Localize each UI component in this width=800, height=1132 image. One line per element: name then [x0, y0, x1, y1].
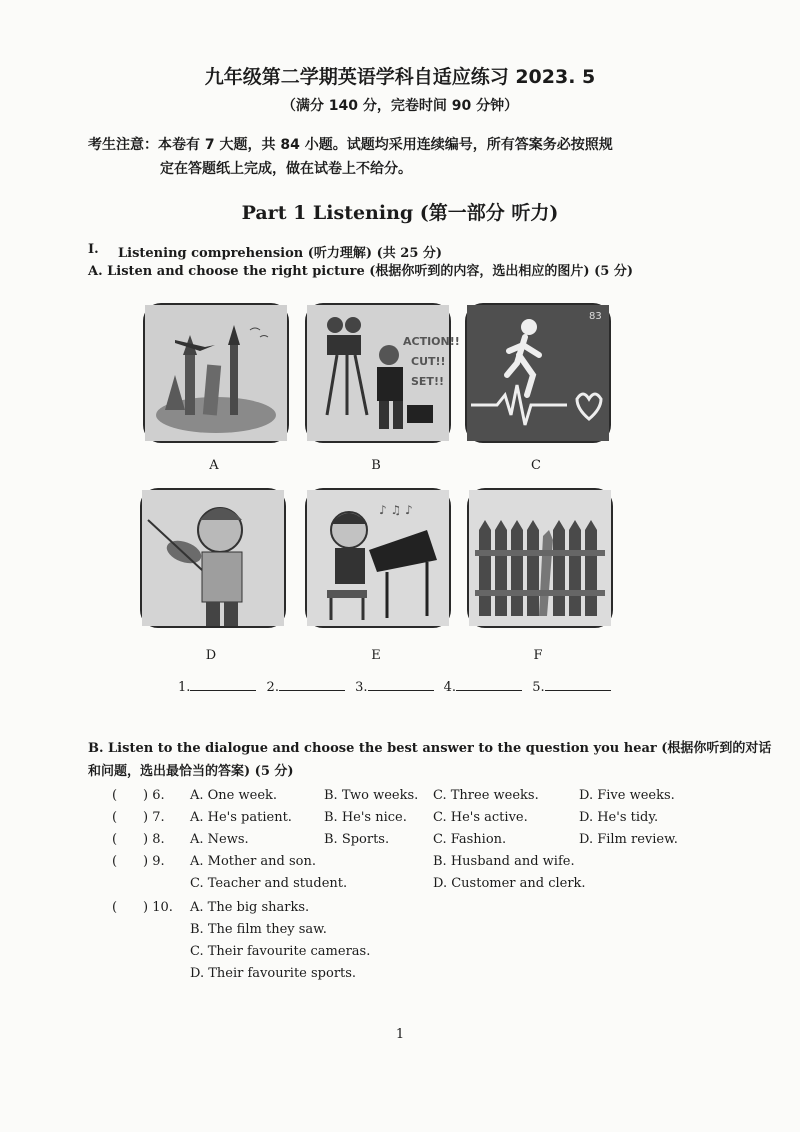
question-10-option-a[interactable]: A. The big sharks.: [190, 900, 310, 915]
answer-blanks: [178, 678, 617, 695]
question-9-number: ) 9.: [143, 854, 165, 869]
question-6-number: ) 6.: [143, 788, 165, 803]
question-7-option-b[interactable]: B. He's nice.: [324, 810, 407, 825]
picture-a-label: A: [209, 458, 219, 473]
question-7-option-a[interactable]: A. He's patient.: [190, 810, 292, 825]
question-7-paren: (: [112, 810, 118, 825]
question-10-option-d[interactable]: D. Their favourite sports.: [190, 966, 357, 981]
picture-e: [305, 488, 451, 628]
picture-d-label: D: [205, 648, 217, 663]
question-9-option-a[interactable]: A. Mother and son.: [190, 854, 317, 869]
answer-blank-3[interactable]: [368, 678, 434, 691]
question-6-option-c[interactable]: C. Three weeks.: [433, 788, 539, 803]
picture-a: [143, 303, 289, 443]
question-8-option-c[interactable]: C. Fashion.: [433, 832, 507, 847]
picture-b: [305, 303, 460, 443]
picture-b-label: B: [371, 458, 381, 473]
question-9-option-b[interactable]: B. Husband and wife.: [433, 854, 575, 869]
question-7-option-c[interactable]: C. He's active.: [433, 810, 528, 825]
travel-landmarks-icon: [145, 305, 287, 441]
notice-line-1: 考生注意：本卷有 7 大题，共 84 小题。试题均采用连续编号，所有答案务必按照规: [88, 137, 613, 153]
question-9-option-c[interactable]: C. Teacher and student.: [190, 876, 348, 891]
svg-text:CUT!!: CUT!!: [411, 355, 446, 368]
running-heartbeat-icon: [467, 305, 609, 441]
film-director-icon: [307, 305, 460, 441]
question-6-paren: (: [112, 788, 118, 803]
exam-title: 九年级第二学期英语学科自适应练习 2023. 5: [204, 66, 596, 88]
exam-subtitle: （满分 140 分，完卷时间 90 分钟）: [281, 98, 519, 114]
broken-fence-icon: [469, 490, 611, 626]
notice-line-2: 定在答题纸上完成，做在试卷上不给分。: [160, 161, 412, 177]
section-b-title-line-2: 和问题，选出最恰当的答案) (5 分): [88, 764, 294, 779]
section-a-title: A. Listen and choose the right picture (根据你听到的内容，选出相应的图片) (5 分): [88, 264, 633, 279]
question-10-paren: (: [112, 900, 118, 915]
answer-blank-2[interactable]: [279, 678, 345, 691]
picture-c: [465, 303, 611, 443]
question-8-option-a[interactable]: A. News.: [190, 832, 249, 847]
question-6-option-a[interactable]: A. One week.: [190, 788, 278, 803]
question-6-option-b[interactable]: B. Two weeks.: [324, 788, 419, 803]
question-7-number: ) 7.: [143, 810, 165, 825]
question-9-option-d[interactable]: D. Customer and clerk.: [433, 876, 586, 891]
page-number: 1: [395, 1027, 405, 1042]
question-10-option-c[interactable]: C. Their favourite cameras.: [190, 944, 371, 959]
question-8-paren: (: [112, 832, 118, 847]
part-title: Part 1 Listening (第一部分 听力): [241, 202, 559, 224]
question-10-option-b[interactable]: B. The film they saw.: [190, 922, 327, 937]
svg-text:ACTION!!: ACTION!!: [403, 335, 460, 348]
question-8-number: ) 8.: [143, 832, 165, 847]
question-10-number: ) 10.: [143, 900, 173, 915]
section-1-title: Listening comprehension (听力理解) (共 25 分): [118, 246, 443, 261]
question-8-option-b[interactable]: B. Sports.: [324, 832, 390, 847]
answer-blank-1[interactable]: [190, 678, 256, 691]
question-7-option-d[interactable]: D. He's tidy.: [579, 810, 659, 825]
blank-label-3: 3.: [355, 680, 368, 695]
picture-c-number: 83: [589, 311, 602, 322]
picture-e-label: E: [371, 648, 381, 663]
picture-d: [140, 488, 286, 628]
candidate-notice: [88, 133, 728, 181]
svg-text:SET!!: SET!!: [411, 375, 444, 388]
picture-c-label: C: [531, 458, 541, 473]
question-9-paren: (: [112, 854, 118, 869]
section-b-title-line-1: B. Listen to the dialogue and choose the best answer to the question you hear (根据你听到的对话: [88, 741, 772, 756]
picture-f: [467, 488, 613, 628]
piano-boy-icon: [307, 490, 449, 626]
blank-label-1: 1.: [178, 680, 191, 695]
question-6-option-d[interactable]: D. Five weeks.: [579, 788, 675, 803]
section-1-number: I.: [88, 242, 99, 257]
violin-boy-icon: [142, 490, 284, 626]
question-8-option-d[interactable]: D. Film review.: [579, 832, 678, 847]
blank-label-4: 4.: [443, 680, 457, 695]
blank-label-5: 5.: [532, 680, 545, 695]
answer-blank-5[interactable]: [545, 678, 611, 691]
blank-label-2: 2.: [266, 680, 279, 695]
picture-f-label: F: [533, 648, 543, 663]
svg-text:♪ ♫ ♪: ♪ ♫ ♪: [379, 503, 413, 517]
answer-blank-4[interactable]: [456, 678, 522, 691]
